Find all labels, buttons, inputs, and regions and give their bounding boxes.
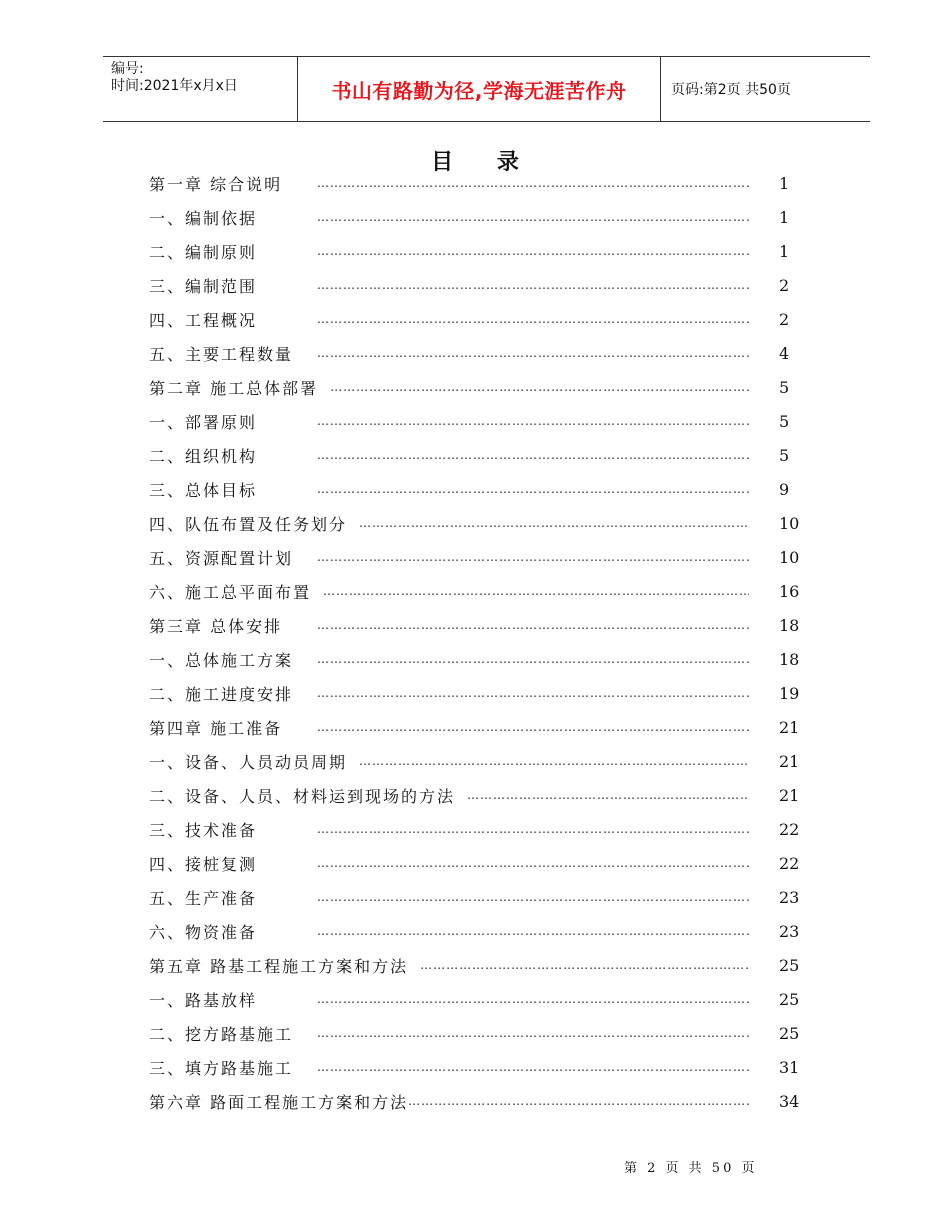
toc-dot-leader: [317, 686, 749, 700]
toc-entry-label: 第五章 路基工程施工方案和方法: [149, 956, 409, 976]
toc-entry-label: 第一章 综合说明: [149, 174, 283, 194]
toc-entry-label: 一、部署原则: [149, 412, 258, 432]
toc-entry-page-number: 5: [779, 377, 790, 397]
toc-entry-page-number: 25: [779, 989, 800, 1009]
toc-entry-page-number: 16: [779, 581, 800, 601]
toc-entry-label: 一、总体施工方案: [149, 650, 294, 670]
toc-dot-leader: [330, 380, 749, 394]
toc-dot-leader: [317, 210, 749, 224]
toc-entry-label: 三、技术准备: [149, 820, 258, 840]
toc-entry[interactable]: [149, 438, 799, 472]
toc-dot-leader: [467, 788, 749, 802]
toc-entry-page-number: 9: [779, 479, 790, 499]
toc-dot-leader: [317, 550, 749, 564]
toc-entry[interactable]: [149, 744, 799, 778]
toc-dot-leader: [317, 278, 749, 292]
toc-entry-page-number: 18: [779, 649, 800, 669]
toc-entry-page-number: 25: [779, 1023, 800, 1043]
toc-entry[interactable]: [149, 608, 799, 642]
toc-entry-page-number: 22: [779, 819, 800, 839]
toc-dot-leader: [317, 856, 749, 870]
toc-entry-page-number: 4: [779, 343, 790, 363]
toc-entry-page-number: 5: [779, 445, 790, 465]
toc-entry-label: 二、挖方路基施工: [149, 1024, 294, 1044]
toc-dot-leader: [317, 924, 749, 938]
toc-entry-page-number: 10: [779, 547, 800, 567]
header-slogan: 书山有路勤为径,学海无涯苦作舟: [331, 78, 627, 103]
toc-entry-page-number: 22: [779, 853, 800, 873]
toc-entry-label: 二、组织机构: [149, 446, 258, 466]
toc-entry-page-number: 21: [779, 717, 800, 737]
toc-dot-leader: [317, 1060, 749, 1074]
toc-entry-page-number: 1: [779, 241, 790, 261]
toc-entry[interactable]: [149, 1016, 799, 1050]
toc-entry[interactable]: [149, 812, 799, 846]
toc-entry-page-number: 31: [779, 1057, 800, 1077]
toc-dot-leader: [317, 890, 749, 904]
toc-dot-leader: [317, 244, 749, 258]
toc-entry[interactable]: [149, 404, 799, 438]
toc-dot-leader: [317, 448, 749, 462]
toc-entry[interactable]: [149, 540, 799, 574]
toc-entry[interactable]: [149, 914, 799, 948]
toc-entry[interactable]: [149, 948, 799, 982]
toc-dot-leader: [317, 1026, 749, 1040]
toc-entry-page-number: 1: [779, 207, 790, 227]
toc-entry[interactable]: [149, 676, 799, 710]
toc-entry-label: 五、主要工程数量: [149, 344, 294, 364]
toc-entry[interactable]: [149, 778, 799, 812]
toc-entry[interactable]: [149, 370, 799, 404]
table-of-contents: [149, 166, 799, 1118]
header-page-cell: [661, 57, 870, 121]
toc-entry-label: 一、编制依据: [149, 208, 258, 228]
toc-dot-leader: [317, 720, 749, 734]
toc-entry-label: 第四章 施工准备: [149, 718, 283, 738]
toc-dot-leader: [317, 312, 749, 326]
toc-entry-page-number: 34: [779, 1091, 800, 1111]
document-time-label: 时间:2021年x月x日: [111, 78, 238, 94]
toc-entry[interactable]: [149, 472, 799, 506]
toc-entry-label: 五、生产准备: [149, 888, 258, 908]
toc-entry[interactable]: [149, 200, 799, 234]
toc-entry[interactable]: [149, 642, 799, 676]
toc-entry-page-number: 23: [779, 921, 800, 941]
toc-entry[interactable]: [149, 574, 799, 608]
toc-entry-label: 一、设备、人员动员周期: [149, 752, 348, 772]
toc-entry-label: 二、施工进度安排: [149, 684, 294, 704]
header-slogan-cell: [298, 57, 661, 121]
toc-entry-page-number: 25: [779, 955, 800, 975]
toc-entry-label: 五、资源配置计划: [149, 548, 294, 568]
toc-dot-leader: [317, 992, 749, 1006]
toc-entry[interactable]: [149, 982, 799, 1016]
toc-entry-page-number: 1: [779, 173, 790, 193]
toc-dot-leader: [317, 346, 749, 360]
toc-entry[interactable]: [149, 268, 799, 302]
toc-dot-leader: [317, 822, 749, 836]
toc-entry-page-number: 21: [779, 785, 800, 805]
toc-entry[interactable]: [149, 846, 799, 880]
toc-dot-leader: [317, 414, 749, 428]
toc-entry-label: 三、填方路基施工: [149, 1058, 294, 1078]
toc-dot-leader: [359, 516, 749, 530]
document-number-label: 编号:: [111, 61, 144, 77]
header-page-label: 页码:第2页 共50页: [671, 82, 791, 98]
toc-dot-leader: [317, 652, 749, 666]
toc-dot-leader: [323, 584, 749, 598]
toc-entry-page-number: 21: [779, 751, 800, 771]
toc-title: 目 录: [431, 149, 537, 175]
toc-entry-label: 三、编制范围: [149, 276, 258, 296]
toc-entry-label: 四、队伍布置及任务划分: [149, 514, 348, 534]
toc-entry-page-number: 2: [779, 309, 790, 329]
toc-entry-page-number: 23: [779, 887, 800, 907]
toc-dot-leader: [420, 958, 749, 972]
page-header: [103, 56, 870, 122]
toc-entry-label: 三、总体目标: [149, 480, 258, 500]
toc-entry-page-number: 19: [779, 683, 800, 703]
toc-entry[interactable]: [149, 234, 799, 268]
toc-dot-leader: [317, 176, 749, 190]
toc-entry-label: 第三章 总体安排: [149, 616, 283, 636]
toc-entry-label: 第二章 施工总体部署: [149, 378, 319, 398]
toc-entry-label: 第六章 路面工程施工方案和方法: [149, 1092, 409, 1112]
toc-dot-leader: [317, 618, 749, 632]
toc-entry-label: 六、施工总平面布置: [149, 582, 312, 602]
toc-entry[interactable]: [149, 336, 799, 370]
toc-entry-label: 六、物资准备: [149, 922, 258, 942]
toc-entry-page-number: 10: [779, 513, 800, 533]
toc-dot-leader: [408, 1094, 749, 1108]
toc-entry-label: 二、设备、人员、材料运到现场的方法: [149, 786, 456, 806]
toc-entry-page-number: 18: [779, 615, 800, 635]
toc-entry[interactable]: [149, 710, 799, 744]
toc-entry-page-number: 2: [779, 275, 790, 295]
toc-entry[interactable]: [149, 506, 799, 540]
header-meta-cell: [103, 57, 298, 121]
toc-entry[interactable]: [149, 1050, 799, 1084]
toc-entry[interactable]: [149, 302, 799, 336]
toc-dot-leader: [317, 482, 749, 496]
toc-entry-page-number: 5: [779, 411, 790, 431]
toc-entry-label: 一、路基放样: [149, 990, 258, 1010]
toc-entry-label: 二、编制原则: [149, 242, 258, 262]
toc-entry[interactable]: [149, 1084, 799, 1118]
toc-dot-leader: [359, 754, 749, 768]
toc-entry-label: 四、接桩复测: [149, 854, 258, 874]
page-footer: 第 2 页 共 50 页: [624, 1161, 758, 1176]
toc-entry-label: 四、工程概况: [149, 310, 258, 330]
toc-entry[interactable]: [149, 880, 799, 914]
toc-entry[interactable]: [149, 166, 799, 200]
